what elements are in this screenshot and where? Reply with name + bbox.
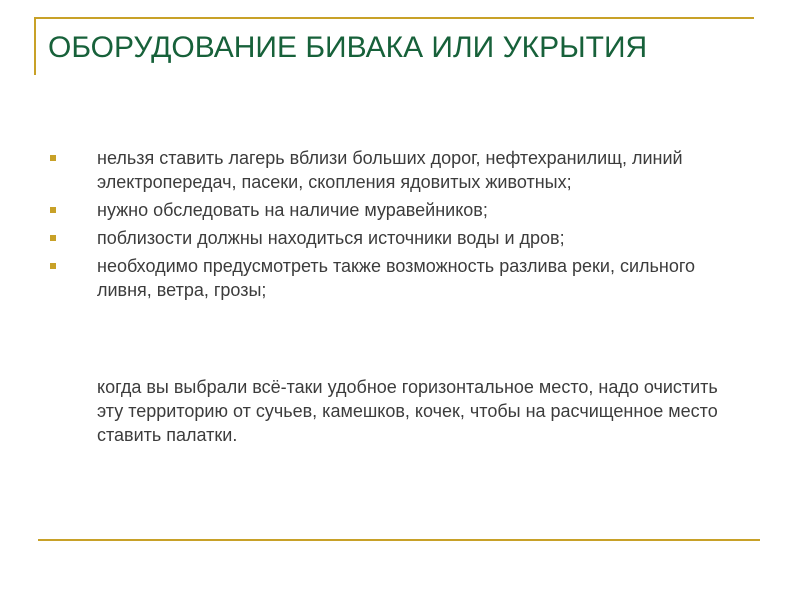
square-bullet-icon (50, 155, 56, 161)
bullet-text: нужно обследовать на наличие муравейников; (97, 200, 488, 220)
bullet-item-anthills (44, 198, 744, 222)
square-bullet-icon (50, 263, 56, 269)
square-bullet-icon (50, 235, 56, 241)
bullet-list (44, 146, 744, 306)
bottom-divider-line (38, 539, 760, 541)
bullet-text: нельзя ставить лагерь вблизи больших дорог, нефтехранилищ, линий электропередач, пасеки, скопления ядовитых животных; (97, 148, 683, 192)
bullet-item-water-firewood (44, 226, 744, 250)
title-left-accent-line (34, 17, 36, 75)
bullet-text: поблизости должны находиться источники воды и дров; (97, 228, 565, 248)
bullet-text: необходимо предусмотреть также возможность разлива реки, сильного ливня, ветра, грозы; (97, 256, 696, 300)
closing-paragraph: когда вы выбрали всё-таки удобное горизонтальное место, надо очистить эту территорию от сучьев, камешков, кочек, чтобы на расчищенное место ставить палатки. (97, 377, 718, 445)
bullet-item-flood-weather (44, 254, 744, 302)
bullet-item-roads (44, 146, 744, 194)
top-divider-line (34, 17, 754, 19)
square-bullet-icon (50, 207, 56, 213)
slide-title: ОБОРУДОВАНИЕ БИВАКА ИЛИ УКРЫТИЯ (48, 31, 648, 64)
